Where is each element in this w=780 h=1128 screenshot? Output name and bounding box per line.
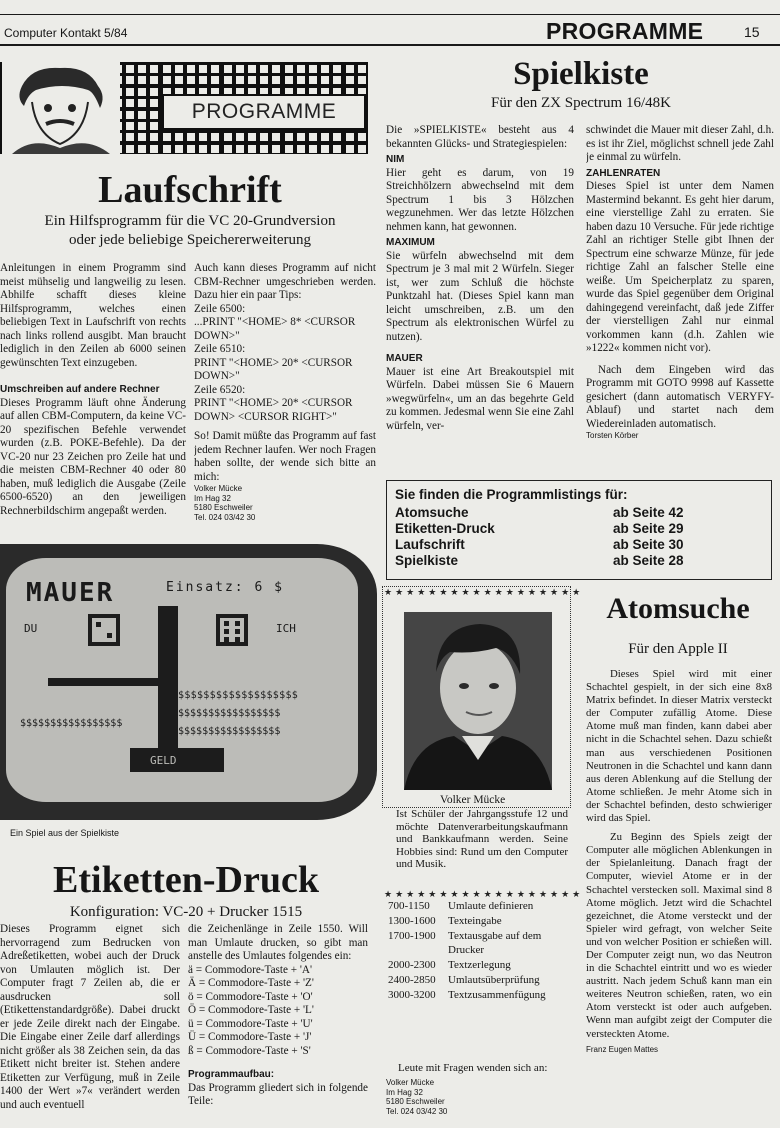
zahlenraten-heading: ZAHLENRATEN <box>586 167 661 179</box>
banner-square <box>333 133 341 141</box>
banner-square <box>211 76 219 84</box>
line-range: 1700-1900 <box>388 930 436 943</box>
banner-square <box>285 65 293 73</box>
umlaut-item: Ö = Commodore-Taste + 'L' <box>188 1004 314 1016</box>
programmaufbau-heading: Programmaufbau: <box>188 1069 275 1080</box>
etiketten-subtitle: Konfiguration: VC-20 + Drucker 1515 <box>69 904 303 920</box>
program-table-row <box>388 959 576 972</box>
banner-square <box>297 76 305 84</box>
banner-square <box>224 133 232 141</box>
screen-geld: GELD <box>150 754 177 767</box>
laufschrift-intro: Anleitungen in einem Programm sind meist mühselig und langweilig zu lesen. Abhilfe schafft dieses kleine Hilfsprogramm, welches einen beliebigen Text in Laufschrift von rechts nach links rollend ausgibt. Man braucht lediglich in den Zeilen ab 6000 seinen gewünschten Text einzugeben. <box>0 262 186 369</box>
banner-square <box>285 133 293 141</box>
umlaut-item: ü = Commodore-Taste + 'U' <box>188 1017 313 1030</box>
banner-square <box>248 133 256 141</box>
banner-square <box>150 76 158 84</box>
banner-square <box>358 145 366 153</box>
banner-square <box>346 145 354 153</box>
atomsuche-author: Franz Eugen Mattes <box>586 1044 659 1054</box>
banner-square <box>272 145 280 153</box>
banner-square <box>126 88 134 96</box>
screen-row-right: $$$$$$$$$$$$$$$$$ <box>178 708 281 719</box>
banner-square <box>138 88 146 96</box>
program-table-row <box>388 930 576 956</box>
listings-box <box>386 480 772 580</box>
banner-square <box>285 145 293 153</box>
banner-square <box>126 76 134 84</box>
banner-square <box>309 65 317 73</box>
laufschrift-subtitle-2: oder jede beliebige Speichererweiterung <box>69 232 311 248</box>
listing-name: Atomsuche <box>395 505 469 520</box>
banner-square <box>138 122 146 130</box>
line-description: Umlautsüberprüfung <box>448 974 540 987</box>
screen-caption: Ein Spiel aus der Spielkiste <box>10 828 120 838</box>
mauer-heading: MAUER <box>386 353 423 364</box>
portrait-icon <box>404 612 552 790</box>
banner-square <box>150 122 158 130</box>
banner-square <box>187 65 195 73</box>
umlaut-list <box>188 964 368 1059</box>
screen-ich: ICH <box>276 622 296 635</box>
atomsuche-column <box>586 668 772 1128</box>
line-description: Textzerlegung <box>448 958 511 971</box>
listings-heading: Sie finden die Programmlistings für: <box>395 487 628 502</box>
banner-square <box>126 133 134 141</box>
mauer-text-cont: schwindet die Mauer mit dieser Zahl, d.h. es ist ihr Ziel, möglichst schnell jede Zahl je einmal zu würfeln. <box>586 124 774 163</box>
laufschrift-subtitle-1: Ein Hilfsprogramm für die VC 20-Grundversion <box>44 213 336 229</box>
banner-square <box>187 76 195 84</box>
banner-square <box>285 76 293 84</box>
banner-square <box>309 133 317 141</box>
wall-bar <box>158 606 178 748</box>
laufschrift-subheading: Umschreiben auf andere Rechner <box>0 384 160 395</box>
banner-square <box>163 65 171 73</box>
banner-square <box>138 65 146 73</box>
profile-name: Volker Mücke <box>440 794 506 806</box>
banner-square <box>297 133 305 141</box>
banner-square <box>358 76 366 84</box>
banner-square <box>150 99 158 107</box>
spielkiste-subtitle: Für den ZX Spectrum 16/48K <box>491 95 671 111</box>
listing-name: Spielkiste <box>395 553 459 568</box>
screen-title: MAUER <box>26 578 115 608</box>
banner-square <box>175 145 183 153</box>
geld-box <box>130 748 224 772</box>
banner-square <box>321 133 329 141</box>
listing-page: ab Seite 42 <box>613 505 684 520</box>
laufschrift-column-1 <box>0 262 186 534</box>
banner-square <box>358 133 366 141</box>
screen-einsatz: Einsatz: 6 $ <box>166 580 284 595</box>
banner-square <box>199 76 207 84</box>
program-table <box>386 898 578 1004</box>
section-title: PROGRAMME <box>546 18 704 44</box>
etiketten-column-1 <box>0 923 180 1128</box>
umlaut-item: ö = Commodore-Taste + 'O' <box>188 990 313 1003</box>
banner-square <box>333 145 341 153</box>
laufschrift-address: Volker Mücke Im Hag 32 5180 Eschweiler Tel. 024 03/42 30 <box>194 484 256 522</box>
nim-text: Hier geht es darum, von 19 Streichhölzern abwechselnd mit dem Spectrum 1 bis 3 Hölzchen wegzunehmen. Wer das letzte Hölzchen nehmen kann, hat gewonnen. <box>386 166 574 233</box>
banner-square <box>138 111 146 119</box>
line-range: 1300-1600 <box>388 915 436 928</box>
line-description: Textausgabe auf dem Drucker <box>448 930 542 956</box>
banner-square <box>321 145 329 153</box>
banner-label: PROGRAMME <box>162 94 366 130</box>
crt-display <box>6 558 358 802</box>
program-table-row <box>388 974 576 987</box>
listing-page: ab Seite 28 <box>613 553 684 568</box>
banner-square <box>175 76 183 84</box>
game-screenshot <box>0 544 377 820</box>
banner-square <box>260 76 268 84</box>
banner-square <box>260 133 268 141</box>
laufschrift-column-2 <box>194 262 376 534</box>
banner-square <box>224 145 232 153</box>
etiketten-text: Dieses Programm eignet sich hervorragend zum Bedrucken von Adreßetiketten, wobei auch der Druck von Umlauten möglich ist. Der Computer fragt 7 Zeilen ab, die er ausdrucken soll (Etikettenstandardgröße). Dabei druckt er jede Zeile direkt nach der Eingabe. Die Eingabe einer Zeile darf allerdings nicht größer als 38 Zeichen sein, da das Etikett nicht breiter ist. Stehen andere Etiketten zur Verfügung, muß in Zeile 1400 der Wert »7« verändert werden und auch eventuell <box>0 923 180 1111</box>
umlaut-item: Ä = Commodore-Taste + 'Z' <box>188 977 314 989</box>
listing-page: ab Seite 29 <box>613 521 684 536</box>
umlaut-item: ä = Commodore-Taste + 'A' <box>188 963 312 976</box>
banner-square <box>272 65 280 73</box>
umlaut-item: ß = Commodore-Taste + 'S' <box>188 1044 311 1057</box>
banner-square <box>126 65 134 73</box>
laufschrift-closing: So! Damit müßte das Programm auf fast jedem Rechner laufen. Wer noch Fragen haben sollte, der wende sich bitte an mich: <box>194 430 376 483</box>
banner-square <box>187 145 195 153</box>
banner-square <box>187 133 195 141</box>
line-range: 2000-2300 <box>388 958 436 971</box>
maximum-text: Sie würfeln abwechselnd mit dem Spectrum je 3 mal mit 2 Würfeln. Sieger ist, wer zum Schluß die höchste Punktzahl hat. (Dieses Spiel kann man leicht umschreiben, z.B. um den Spectrum als elektronischen Würfel zu nutzen). <box>386 249 574 343</box>
screen-row-bottom: $$$$$$$$$$$$$$$$$ <box>178 726 281 737</box>
laufschrift-title: Laufschrift <box>98 169 282 211</box>
banner-square <box>199 133 207 141</box>
banner-square <box>211 145 219 153</box>
banner-square <box>346 133 354 141</box>
banner-square <box>138 76 146 84</box>
header-rule <box>0 44 780 46</box>
zahlenraten-text: Dieses Spiel ist unter dem Namen Mastermind bekannt. Es geht hier darum, eine vierstellige Zahl zu erraten. Sie haben dazu 10 Versuche. Für jede richtige Zahl an richtiger Stelle gibt Ihnen der Spectrum eine schwarze Münze, für jede richtige Zahl an falscher Stelle eine weiße. Um Speicherplatz zu sparen, wurde das Spiel gegenüber dem Original dahingegend vereinfacht, daß jede Ziffer der vierstelligen Zahl nur einmal vorkommen kann (d.h. Zahlen wie »1222« kommen nicht vor). <box>586 180 774 354</box>
banner-square <box>163 145 171 153</box>
listing-name: Etiketten-Druck <box>395 521 495 536</box>
banner-square <box>126 122 134 130</box>
maximum-heading: MAXIMUM <box>386 237 435 248</box>
banner-square <box>260 65 268 73</box>
banner-square <box>321 76 329 84</box>
spielkiste-title: Spielkiste <box>513 56 649 92</box>
spielkiste-column-1 <box>386 124 574 478</box>
banner-square <box>260 145 268 153</box>
left-ledge <box>48 678 168 686</box>
page-number: 15 <box>744 24 760 40</box>
top-rule <box>0 14 780 15</box>
listing-page: ab Seite 30 <box>613 537 684 552</box>
banner-square <box>248 145 256 153</box>
screen-du: DU <box>24 622 38 635</box>
banner-square <box>236 76 244 84</box>
program-table-row <box>388 915 576 928</box>
line-range: 700-1150 <box>388 900 430 912</box>
banner-square <box>163 133 171 141</box>
star-border-bottom: ★★★★★★★★★★★★★★★★★★ <box>384 890 584 900</box>
etiketten-column-2 <box>188 923 368 1128</box>
atomsuche-paragraph-2: Zu Beginn des Spiels zeigt der Computer alle möglichen Ablenkungen in der Spielanleitung. Danach fragt der Computer, wieviel Atome er in der Schachtel verstecken soll. Maximal sind 8 Atome möglich. Jetzt wird die Schachtel gezeichnet, die Atome versteckt und der Spieler wird gefragt, von welcher Seite und von welcher Position er schießen will. Der Computer zeigt nun, wo das Neutron in die Schachtel eintritt und wo es wieder austritt. Nach jedem Schuß kann man ein weiteres Neutron schießen, raten, wo ein Atom versteckt ist oder auch aufgeben. Wenn man aufgibt zeigt der Computer die versteckten Atome. <box>586 831 772 1040</box>
profile-text: Ist Schüler der Jahrgangsstufe 12 und möchte Datenverarbeitungskaufmann und Bankkaufmann werden. Seine Hobbies sind: Rund um den Computer und Musik. <box>396 808 568 871</box>
laufschrift-paragraph-2: Dieses Programm läuft ohne Änderung auf allen CBM-Computern, da keine VC-20 spezifischen Befehle verwendet wurden (z.B. POKE-Befehle). Da der VC-20 nur 23 Zeichen pro Zeile hat und die meisten CBM-Rechner 40 oder 80 haben, muß lediglich die Ausgabe (Zeile 6500-6520) an den jeweiligen Rechnerbildschirm angepaßt werden. <box>0 396 186 517</box>
banner-square <box>150 111 158 119</box>
programmaufbau-text: Das Programm gliedert sich in folgende Teile: <box>188 1081 368 1107</box>
etiketten-title: Etiketten-Druck <box>53 859 319 901</box>
spielkiste-intro: Die »SPIELKISTE« besteht aus 4 bekannten Glücks- und Strategiespielen: <box>386 124 574 150</box>
banner-square <box>346 65 354 73</box>
atomsuche-subtitle: Für den Apple II <box>628 641 728 657</box>
banner-square <box>224 76 232 84</box>
banner-square <box>150 88 158 96</box>
banner-square <box>150 65 158 73</box>
profile-photo <box>404 612 552 790</box>
magazine-issue: Computer Kontakt 5/84 <box>4 26 128 40</box>
program-table-row <box>388 989 576 1002</box>
banner-square <box>248 65 256 73</box>
atomsuche-title: Atomsuche <box>606 592 750 625</box>
listing-name: Laufschrift <box>395 537 465 552</box>
etiketten-umlaut-intro: die Zeichenlänge in Zeile 1550. Will man Umlaute drucken, so gibt man anstelle des Umlautes folgendes ein: <box>188 923 368 962</box>
umlaut-item: Ü = Commodore-Taste + 'J' <box>188 1031 312 1043</box>
line-description: Umlaute definieren <box>448 900 534 912</box>
banner-square <box>358 65 366 73</box>
die-right <box>216 614 248 646</box>
mauer-text: Mauer ist eine Art Breakoutspiel mit Würfeln. Dabei müssen Sie 6 Mauern »wegwürfeln«, um an das begehrte Geld zu kommen. Jedesmal wenn Sie eine Zahl würfeln, ver- <box>386 365 574 432</box>
line-range: 3000-3200 <box>388 989 436 1002</box>
star-border-top: ★★★★★★★★★★★★★★★★★★ <box>384 588 584 598</box>
banner-square <box>236 65 244 73</box>
laufschrift-tips: Auch kann dieses Programm auf nicht CBM-Rechner umgeschrieben werden. Dazu hier ein paar Tips: <box>194 262 376 301</box>
banner-square <box>211 65 219 73</box>
banner-square <box>211 133 219 141</box>
banner-square <box>175 65 183 73</box>
banner-square <box>248 76 256 84</box>
nim-heading: NIM <box>386 154 405 165</box>
spielkiste-column-2 <box>586 124 774 478</box>
screen-row-left: $$$$$$$$$$$$$$$$$ <box>20 718 123 729</box>
banner-square <box>346 76 354 84</box>
banner-square <box>297 145 305 153</box>
banner-square <box>150 133 158 141</box>
banner-square <box>199 145 207 153</box>
spielkiste-closing: Nach dem Eingeben wird das Programm mit GOTO 9998 auf Kassette gesichert (dann automatisch VERYFY-Ablauf) und startet nach dem Wiedereinladen automatisch. <box>586 363 774 430</box>
banner-square <box>126 145 134 153</box>
banner-square <box>199 65 207 73</box>
banner-square <box>175 133 183 141</box>
banner-square <box>309 76 317 84</box>
line-description: Texteingabe <box>448 915 502 928</box>
laufschrift-code: Zeile 6500: ...PRINT "<HOME> 8* <CURSOR DOWN>" Zeile 6510: PRINT "<HOME> 20* <CURSOR DOWN>" Zeile 6520: PRINT "<HOME> 20* <CURSOR DOWN> <CURSOR RIGHT>" <box>194 302 356 423</box>
line-description: Textzusammenfügung <box>448 989 546 1002</box>
banner-square <box>333 76 341 84</box>
banner-square <box>163 76 171 84</box>
contact-text: Leute mit Fragen wenden sich an: <box>398 1062 548 1074</box>
screen-row-top: $$$$$$$$$$$$$$$$$$$ <box>178 690 299 701</box>
program-table-row <box>388 900 576 913</box>
banner-square <box>138 133 146 141</box>
line-range: 2400-2850 <box>388 974 436 987</box>
banner-square <box>126 99 134 107</box>
contact-address: Volker Mücke Im Hag 32 5180 Eschweiler Tel. 024 03/42 30 <box>386 1078 448 1116</box>
banner-square <box>138 99 146 107</box>
banner-square <box>150 145 158 153</box>
banner-square <box>309 145 317 153</box>
atomsuche-paragraph-1: Dieses Spiel wird mit einer Schachtel gespielt, in der sich eine 8x8 Matrix befindet. In dieser Matrix versteckt der Computer zufällig Atome. Diese Atome muß man finden, kann dabei aber nicht in die Schachtel sehen. Dazu schießt man aus verschiedenen Positionen Neutronen in die Schachtel und kann dann aus deren Ablenkung auf die Stellung der Atome schließen. Je mehr Atome sich in der Schachtel befinden, desto schwieriger wird das Spiel. <box>586 668 772 825</box>
die-left <box>88 614 120 646</box>
banner-square <box>138 145 146 153</box>
banner-square <box>236 145 244 153</box>
banner-square <box>333 65 341 73</box>
banner-square <box>272 76 280 84</box>
einstein-icon <box>2 62 120 154</box>
banner-square <box>272 133 280 141</box>
banner-square <box>126 111 134 119</box>
banner-square <box>321 65 329 73</box>
banner-square <box>224 65 232 73</box>
banner-square <box>236 133 244 141</box>
spielkiste-author: Torsten Körber <box>586 431 639 440</box>
banner-square <box>297 65 305 73</box>
program-table-grid <box>386 898 578 1004</box>
